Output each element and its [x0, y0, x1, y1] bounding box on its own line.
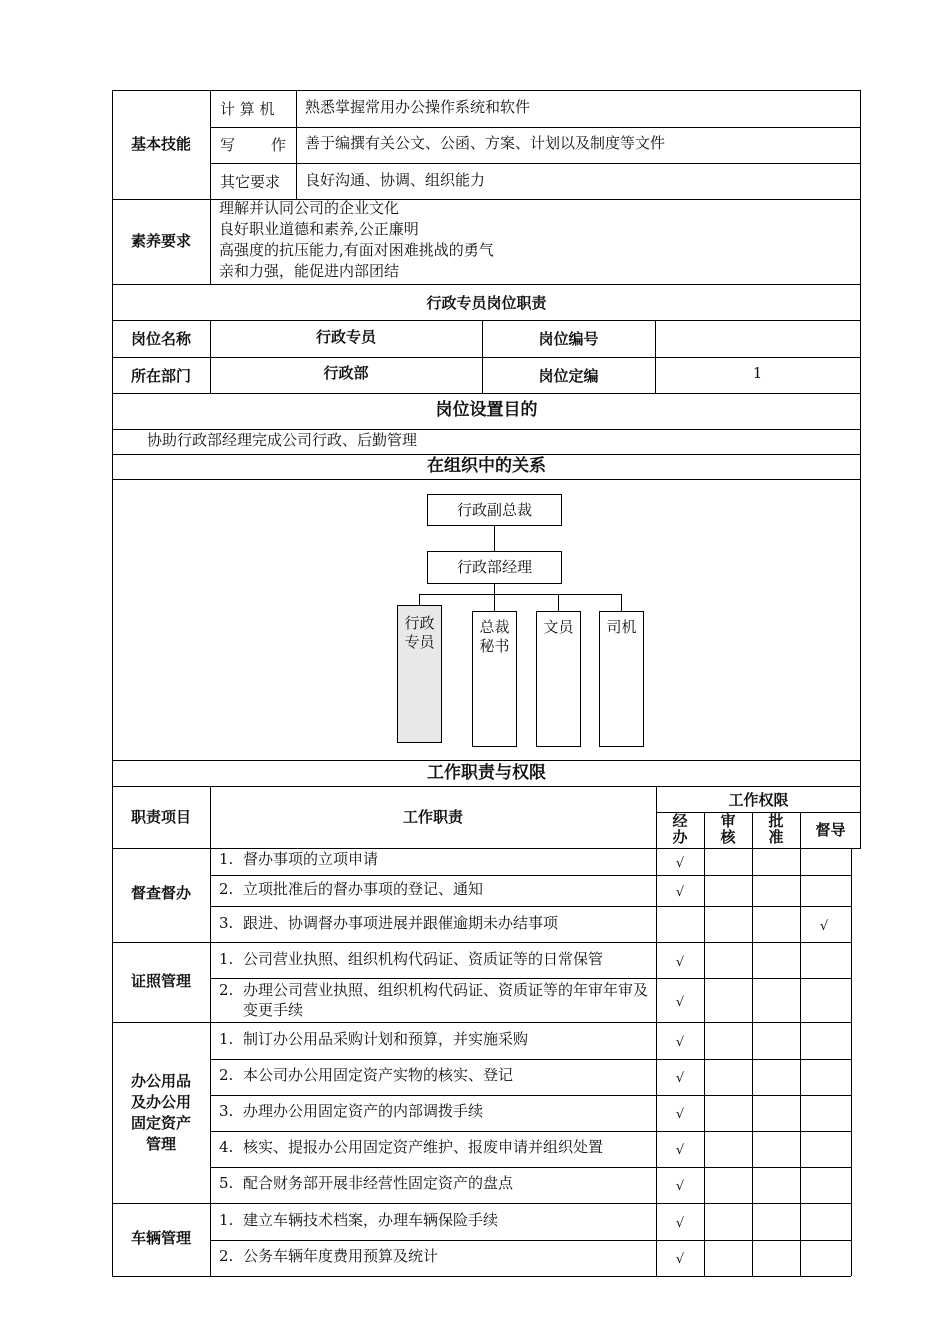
duty-row-text: 2. 公务车辆年度费用预算及统计 — [219, 1247, 439, 1265]
skill-name-other: 其它要求 — [220, 173, 281, 191]
duty-row-text: 1. 公司营业执照、组织机构代码证、资质证等的日常保管 — [219, 950, 604, 968]
org-title: 在组织中的关系 — [427, 456, 546, 476]
group-label: 证照管理 — [130, 972, 191, 990]
duty-row-text: 2. 立项批准后的督办事项的登记、通知 — [219, 880, 484, 898]
duty-row-text: 1. 制订办公用品采购计划和预算，并实施采购 — [219, 1030, 529, 1048]
org-node-top: 行政副总裁 — [427, 494, 562, 526]
group-label: 督查督办 — [130, 884, 191, 902]
col-header-authority: 工作权限 — [728, 791, 789, 809]
auth-col-review: 审核 — [720, 812, 736, 846]
position-name-label: 岗位名称 — [130, 330, 191, 348]
check-mark: √ — [675, 1179, 685, 1194]
org-node-ceo-secretary: 总裁秘书 — [472, 611, 517, 747]
quality-label: 素养要求 — [130, 232, 191, 250]
quality-line: 理解并认同公司的企业文化 — [219, 199, 400, 217]
duty-row-text: 3. 跟进、协调督办事项进展并跟催逾期未办结事项 — [219, 914, 559, 932]
check-mark: √ — [675, 856, 685, 871]
check-mark: √ — [675, 1252, 685, 1267]
check-mark: √ — [675, 885, 685, 900]
auth-col-approve: 批准 — [768, 812, 784, 846]
check-mark: √ — [675, 1071, 685, 1086]
check-mark: √ — [675, 1107, 685, 1122]
purpose-title: 岗位设置目的 — [435, 400, 538, 420]
check-mark: √ — [675, 1035, 685, 1050]
position-code-label: 岗位编号 — [538, 330, 599, 348]
duty-row-text: 3. 办理办公用固定资产的内部调拨手续 — [219, 1102, 484, 1120]
quality-line: 亲和力强，能促进内部团结 — [219, 262, 400, 280]
col-header-item: 职责项目 — [130, 808, 191, 826]
quota-value: 1 — [752, 364, 763, 382]
duty-row-text: 1. 督办事项的立项申请 — [219, 850, 379, 868]
duty-row-text: 1. 建立车辆技术档案，办理车辆保险手续 — [219, 1211, 499, 1229]
skill-desc-other: 良好沟通、协调、组织能力 — [305, 171, 486, 189]
check-mark: √ — [675, 955, 685, 970]
check-mark: √ — [675, 1216, 685, 1231]
skill-desc-computer: 熟悉掌握常用办公操作系统和软件 — [305, 98, 531, 116]
org-node-admin-specialist: 行政专员 — [397, 605, 442, 743]
group-label: 办公用品及办公用固定资产管理 — [130, 1072, 191, 1153]
auth-col-supervise: 督导 — [815, 821, 846, 839]
position-title: 行政专员岗位职责 — [426, 294, 547, 312]
duty-row-text: 2. 办理公司营业执照、组织机构代码证、资质证等的年审年审及变更手续 — [219, 981, 649, 1019]
col-header-duty: 工作职责 — [402, 808, 463, 826]
basic-skills-label: 基本技能 — [130, 135, 191, 153]
skill-name-computer: 计 算 机 — [220, 100, 275, 118]
check-mark: √ — [819, 919, 829, 934]
skill-desc-writing: 善于编撰有关公文、公函、方案、计划以及制度等文件 — [305, 134, 666, 152]
quality-line: 高强度的抗压能力,有面对困难挑战的勇气 — [219, 241, 494, 259]
quota-label: 岗位定编 — [538, 367, 599, 385]
duties-title: 工作职责与权限 — [427, 763, 546, 783]
purpose-text: 协助行政部经理完成公司行政、后勤管理 — [147, 431, 418, 449]
check-mark: √ — [675, 995, 685, 1010]
duty-row-text: 5. 配合财务部开展非经营性固定资产的盘点 — [219, 1174, 514, 1192]
department-value: 行政部 — [323, 364, 369, 382]
org-node-clerk: 文员 — [536, 611, 581, 747]
position-name-value: 行政专员 — [315, 328, 376, 346]
check-mark: √ — [675, 1143, 685, 1158]
duty-row-text: 4. 核实、提报办公用固定资产维护、报废申请并组织处置 — [219, 1138, 604, 1156]
quality-line: 良好职业道德和素养,公正廉明 — [219, 220, 419, 238]
group-label: 车辆管理 — [130, 1229, 191, 1247]
auth-col-handle: 经办 — [672, 812, 688, 846]
org-node-manager: 行政部经理 — [427, 551, 562, 584]
duty-row-text: 2. 本公司办公用固定资产实物的核实、登记 — [219, 1066, 514, 1084]
department-label: 所在部门 — [130, 367, 191, 385]
org-node-driver: 司机 — [599, 611, 644, 747]
